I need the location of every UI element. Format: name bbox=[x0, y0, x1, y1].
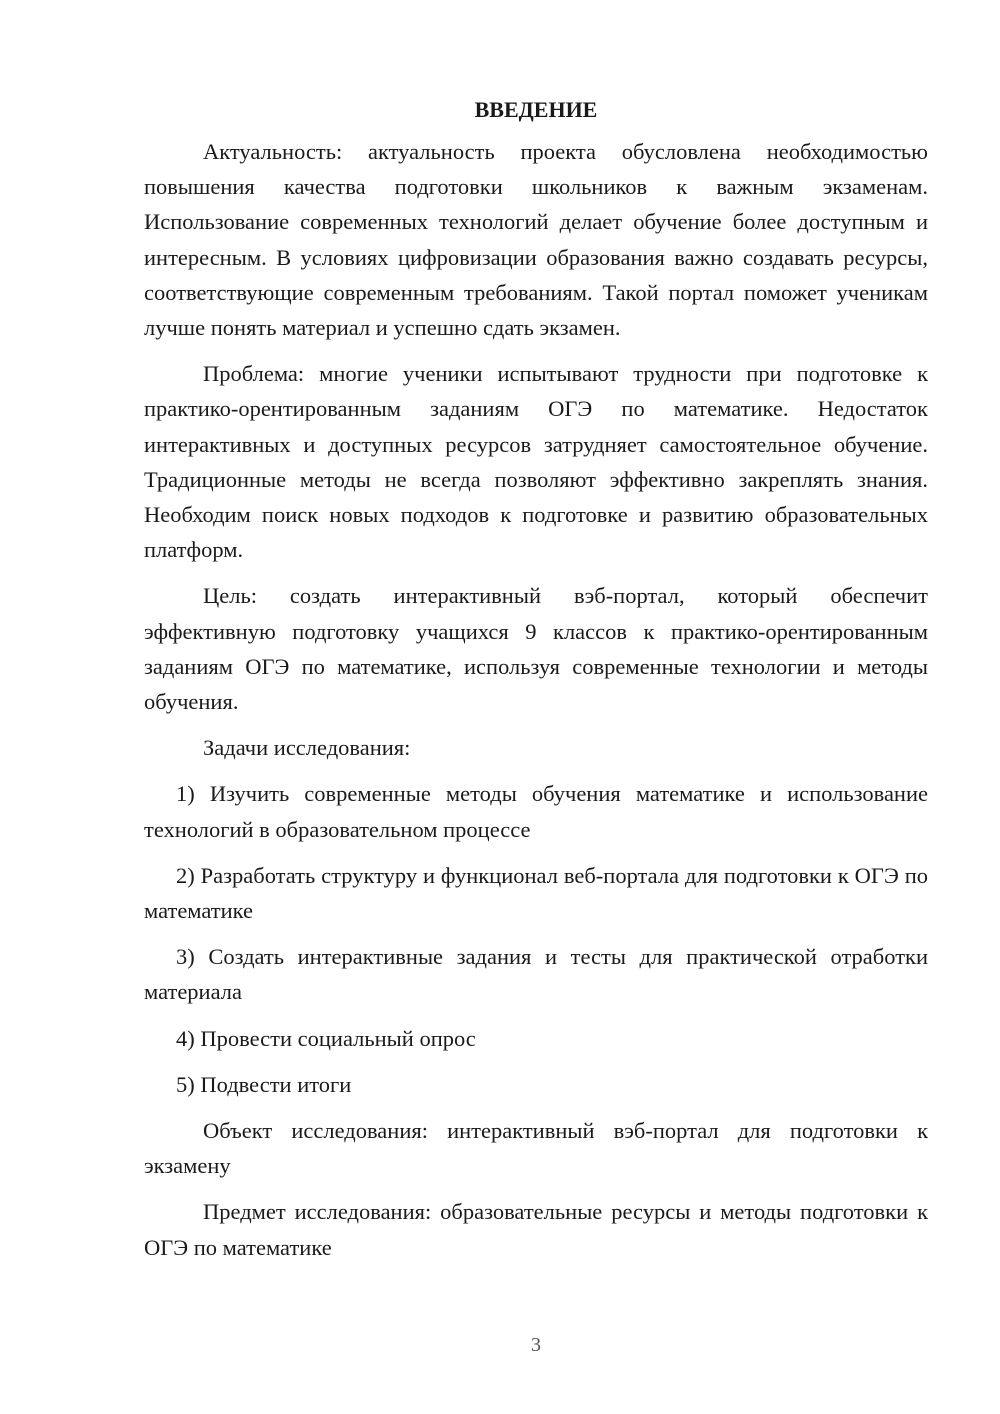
tasks-heading: Задачи исследования: bbox=[203, 735, 411, 761]
research-subject-paragraph: Предмет исследования: образовательные ресурсы и методы подготовки к ОГЭ по математике bbox=[144, 1199, 928, 1260]
document-body bbox=[144, 92, 928, 1276]
task-item-4: 4) Провести социальный опрос bbox=[176, 1025, 476, 1051]
relevance-paragraph: Актуальность: актуальность проекта обусловлена необходимостью повышения качества подготовки школьников к важным экзаменам. Использование современных технологий делает обучение более доступным и интересным. В условиях цифровизации образования важно создавать ресурсы, соответствующие современным требованиям. Такой портал поможет ученикам лучше понять материал и успешно сдать экзамен. bbox=[144, 139, 928, 341]
page-number: 3 bbox=[531, 1334, 541, 1356]
task-item-3: 3) Создать интерактивные задания и тесты для практической отработки материала bbox=[144, 944, 928, 1005]
problem-paragraph: Проблема: многие ученики испытывают трудности при подготовке к практико-орентированным заданиям ОГЭ по математике. Недостаток интерактивных и доступных ресурсов затрудняет самостоятельное обучение. Традиционные методы не всегда позволяют эффективно закреплять знания. Необходим поиск новых подходов к подготовке и развитию образовательных платформ. bbox=[144, 361, 928, 563]
task-item-5: 5) Подвести итоги bbox=[176, 1071, 352, 1097]
task-item-2: 2) Разработать структуру и функционал веб-портала для подготовки к ОГЭ по математике bbox=[144, 862, 928, 924]
task-item-1: 1) Изучить современные методы обучения математике и использование технологий в образовательном процессе bbox=[144, 781, 928, 842]
goal-paragraph: Цель: создать интерактивный вэб-портал, который обеспечит эффективную подготовку учащихся 9 классов к практико-орентированным заданиям ОГЭ по математике, используя современные технологии и методы обучения. bbox=[144, 583, 928, 715]
research-object-paragraph: Объект исследования: интерактивный вэб-портал для подготовки к экзамену bbox=[144, 1118, 928, 1179]
page-title: ВВЕДЕНИЕ bbox=[474, 97, 598, 122]
